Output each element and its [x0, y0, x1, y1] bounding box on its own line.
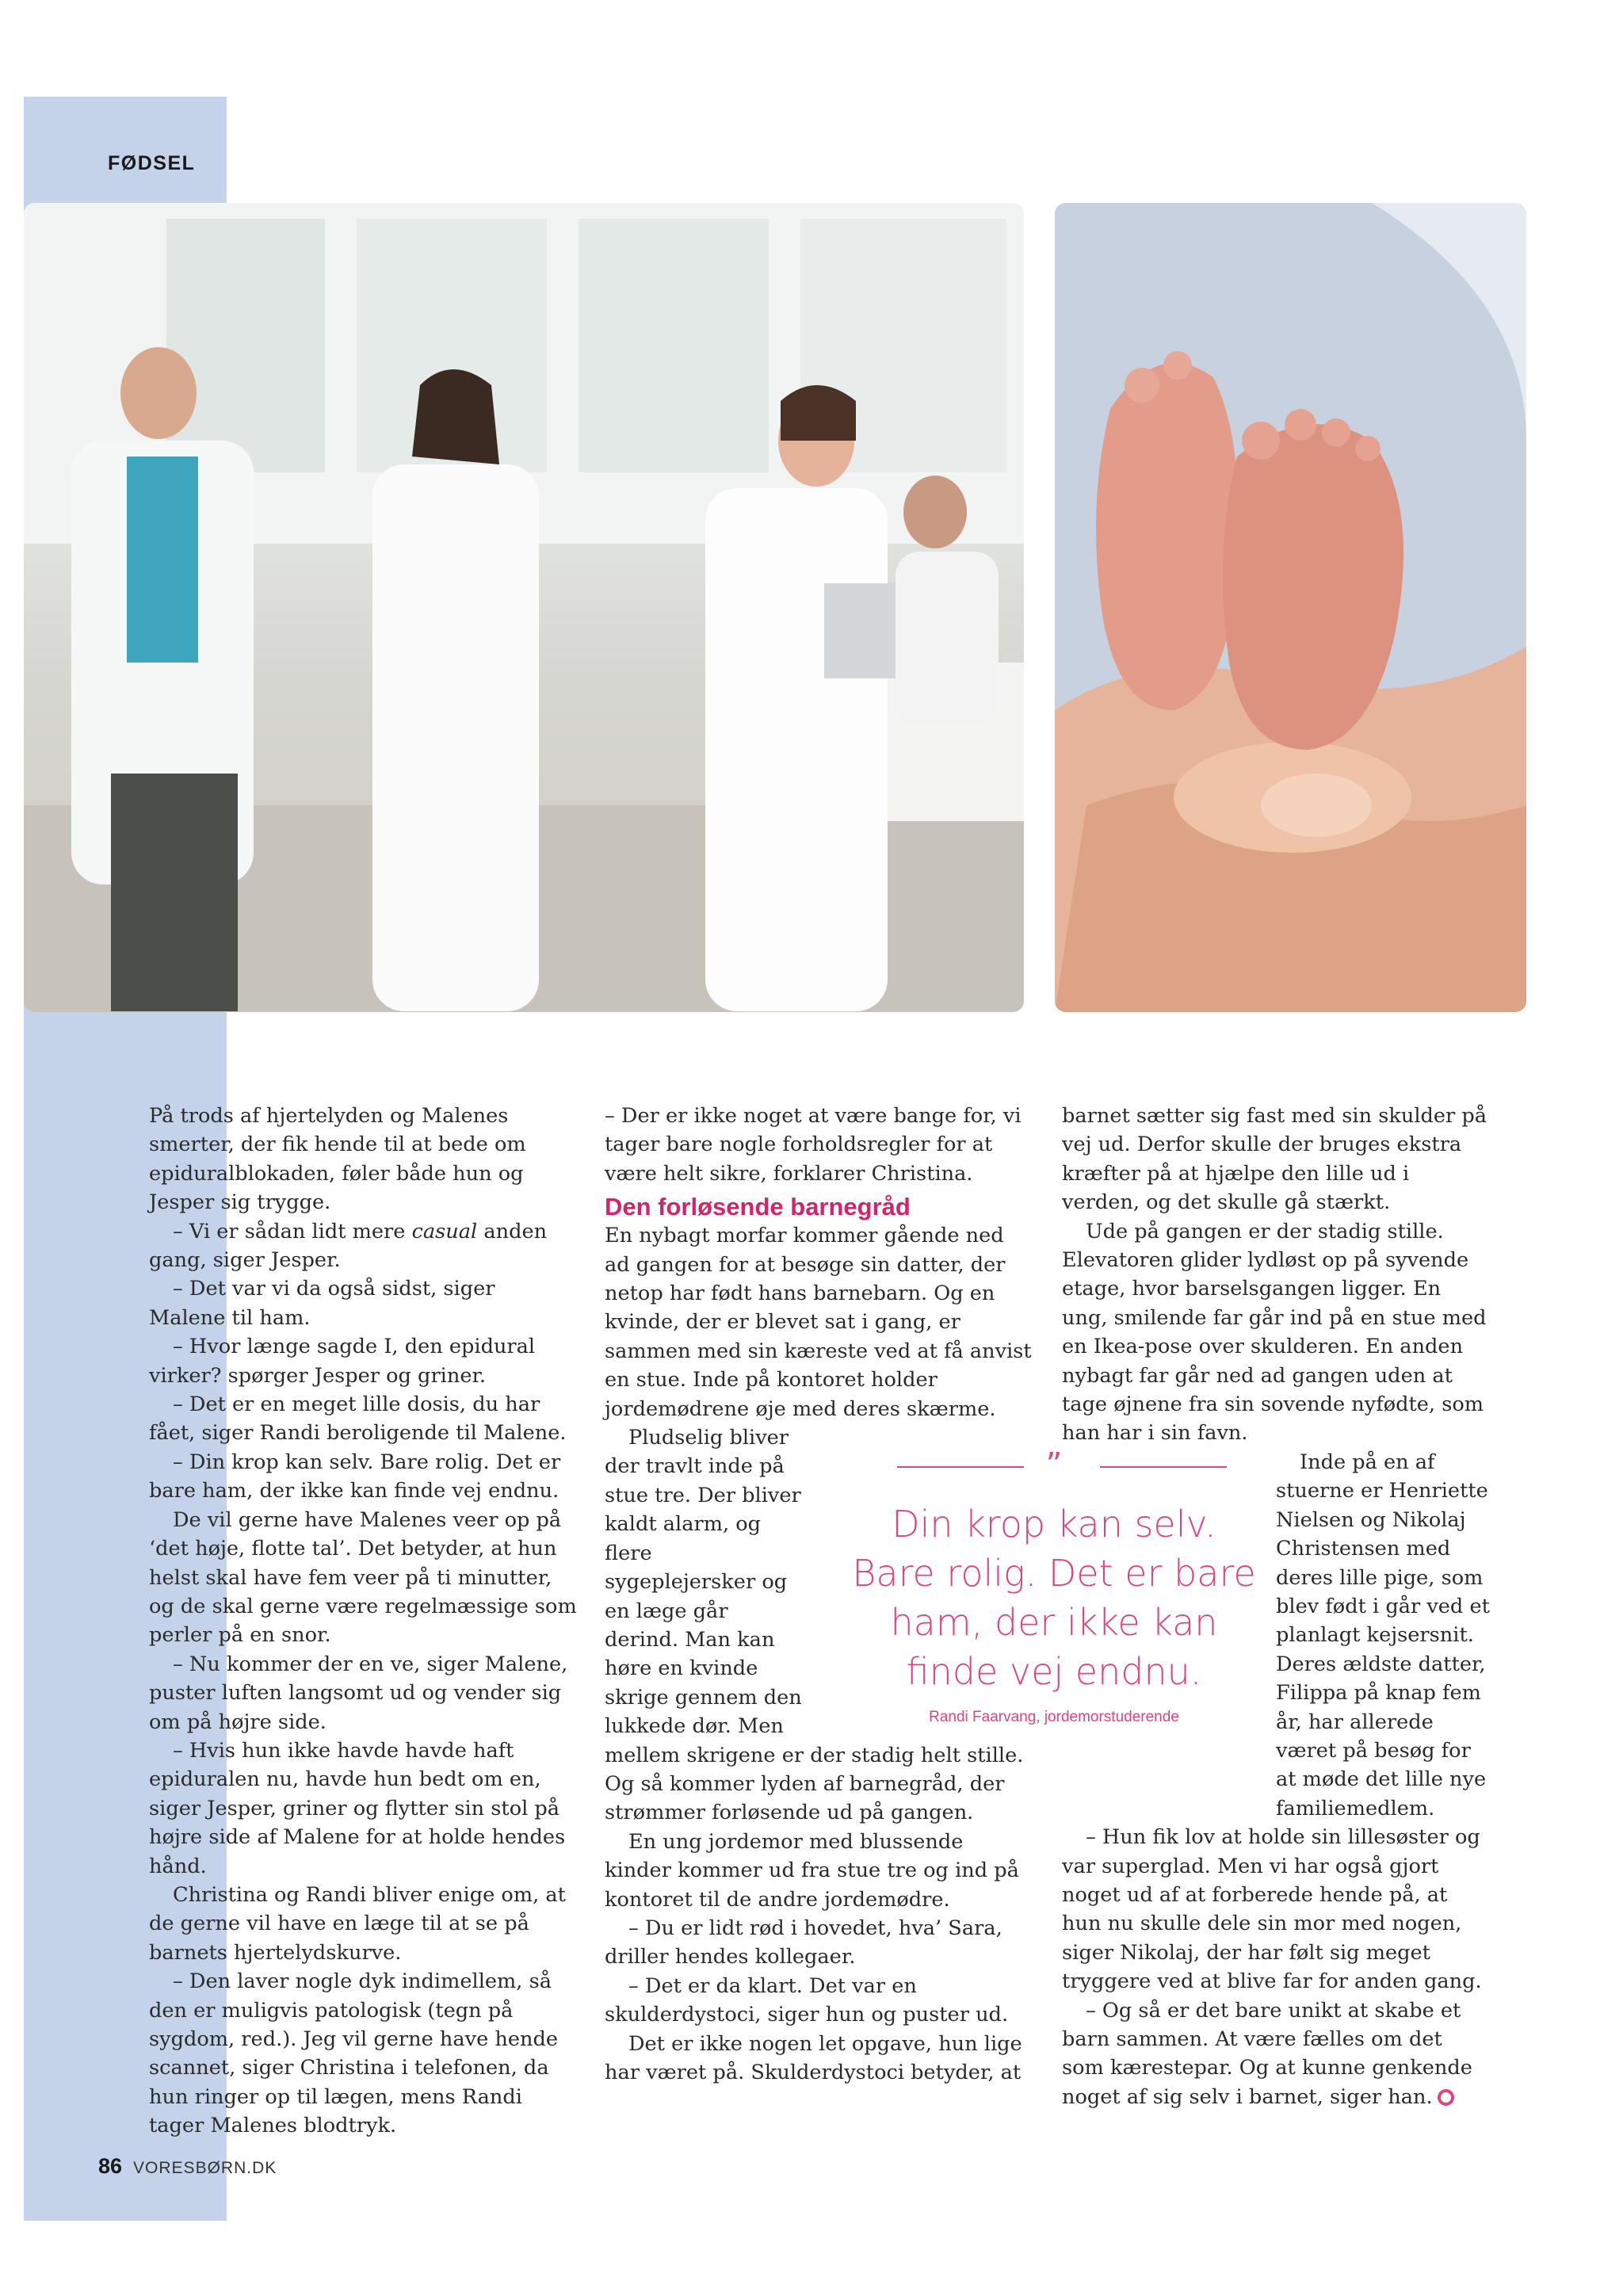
pull-quote	[848, 1446, 1260, 1726]
paragraph-text: anden gang, siger Jesper.	[149, 1219, 548, 1273]
subheading: Den forløsende barnegråd	[605, 1193, 911, 1221]
paragraph: Det er ikke nogen let opgave, hun lige har været på. Skulderdystoci betyder, at	[605, 2031, 1022, 2084]
paragraph: – Din krop kan selv. Bare rolig. Det er bare ham, der ikke kan finde vej endnu.	[149, 1450, 561, 1503]
paragraph: Ude på gangen er der stadig stille. Elevatoren glider lydløst op på syvende etage, hvor barselsgangen ligger. En ung, smilende far går ind på en stue med en Ikea-pose over skulderen. En anden nybagt far går ned ad gangen uden at tage øjnene fra sin sovende nyfødte, som han har i sin favn.	[1062, 1219, 1487, 1446]
paragraph: – Der er ikke noget at være bange for, vi tager bare nogle forholdsregler for at være helt sikre, forklarer Christina.	[605, 1104, 1022, 1186]
pull-quote-rule	[848, 1446, 1260, 1483]
paragraph: – Det var vi da også sidst, siger Malene til ham.	[149, 1277, 495, 1330]
paragraph: – Det er da klart. Det var en skulderdystoci, siger hun og puster ud.	[605, 1973, 1009, 2027]
paragraph	[1062, 1996, 1490, 2112]
quote-mark-icon: ”	[1045, 1446, 1063, 1483]
column-1	[149, 1102, 577, 2141]
italic-word: casual	[411, 1219, 478, 1244]
paragraph: På trods af hjertelyden og Malenes smerter, der fik hende til at bede om epiduralblokaden, føler både hun og Jesper sig trygge.	[149, 1104, 526, 1215]
paragraph: En nybagt morfar kommer gående ned ad gangen for at besøge sin datter, der netop har født hans barnebarn. Og en kvinde, der er blevet sat i gang, er sammen med sin kæreste ved at få anvist en stue. Inde på kontoret holder jordemødrene øje med deres skærme.	[605, 1224, 1032, 1421]
paragraph: Christina og Randi bliver enige om, at de gerne vil have en læge til at se på barnets hjertelydskurve.	[149, 1882, 566, 1965]
paragraph	[149, 1217, 577, 1275]
end-mark-icon	[1438, 2089, 1454, 2106]
section-label: FØDSEL	[108, 152, 196, 174]
paragraph: Inde på en af stuerne er Henriette Nielsen og Nikolaj Christensen med deres lille pige, som blev født i går ved et planlagt kejsersnit. Deres ældste datter, Filippa på knap fem år, har allerede været på besøg for at møde det lille nye familiemedlem.	[1276, 1450, 1490, 1820]
paragraph: – Den laver nogle dyk indimellem, så den er muligvis patologisk (tegn på sygdom, red.). Jeg vil gerne have hende scannet, siger Christina i telefonen, da hun ringer op til lægen, mens Randi tager Malenes blodtryk.	[149, 1969, 559, 2138]
page-number: 86	[98, 2154, 123, 2178]
ward-photo-icon	[24, 203, 1024, 1012]
rule-right	[1100, 1466, 1227, 1468]
site-name: VORESBØRN.DK	[133, 2159, 277, 2177]
paragraph: – Hvor længe sagde I, den epidural virker? spørger Jesper og griner.	[149, 1335, 536, 1388]
paragraph: – Det er en meget lille dosis, du har fået, siger Randi beroligende til Malene.	[149, 1392, 567, 1446]
paragraph-text: – Og så er det bare unikt at skabe et barn sammen. At være fælles om det som kærestepar. Og at kunne genkende noget af sig selv i barnet, siger han.	[1062, 1998, 1472, 2109]
paragraph: barnet sætter sig fast med sin skulder på vej ud. Derfor skulle der bruges ekstra kræfter på at hjælpe den lille ud i verden, og det skulle gå stærkt.	[1062, 1104, 1487, 1215]
paragraph: – Hun fik lov at holde sin lillesøster og var superglad. Men vi har også gjort noget ud af at forberede hende på, at hun nu skulle dele sin mor med nogen, siger Nikolaj, der har følt sig meget tryggere ved at blive far for anden gang.	[1062, 1825, 1482, 1994]
pull-quote-credit: Randi Faarvang, jordemorstuderende	[929, 1709, 1179, 1725]
paragraph: Pludselig bliver der travlt inde på stue tre. Der bliver kaldt alarm, og flere sygeplejersker og en læge går derind. Man kan høre en kvinde skrige gennem den lukkede dør. Men mellem skrigene er der stadig helt stille. Og så kommer lyden af barnegråd, der strømmer forløsende ud på gangen.	[605, 1426, 1024, 1825]
paragraph: – Hvis hun ikke havde havde haft epiduralen nu, havde hun bedt om en, siger Jesper, griner og flytter sin stol på højre side af Malene for at holde hendes hånd.	[149, 1738, 566, 1878]
paragraph: – Nu kommer der en ve, siger Malene, puster luften langsomt ud og vender sig om på højre side.	[149, 1652, 568, 1734]
paragraph: De vil gerne have Malenes veer op på ‘det høje, flotte tal’. Det betyder, at hun helst skal have fem veer på ti minutter, og de skal gerne være regelmæssige som perler på en snor.	[149, 1507, 577, 1648]
baby-feet-photo-icon	[1055, 203, 1526, 1012]
paragraph: – Du er lidt rød i hovedet, hva’ Sara, driller hendes kollegaer.	[605, 1916, 1002, 1969]
paragraph: En ung jordemor med blussende kinder kommer ud fra stue tre og ind på kontoret til de andre jordemødre.	[605, 1829, 1019, 1912]
pull-quote-text: Din krop kan selv. Bare rolig. Det er bare ham, der ikke kan finde vej endnu.	[852, 1503, 1256, 1693]
paragraph-text: – Vi er sådan lidt mere	[173, 1219, 412, 1244]
page-footer	[98, 2154, 277, 2179]
